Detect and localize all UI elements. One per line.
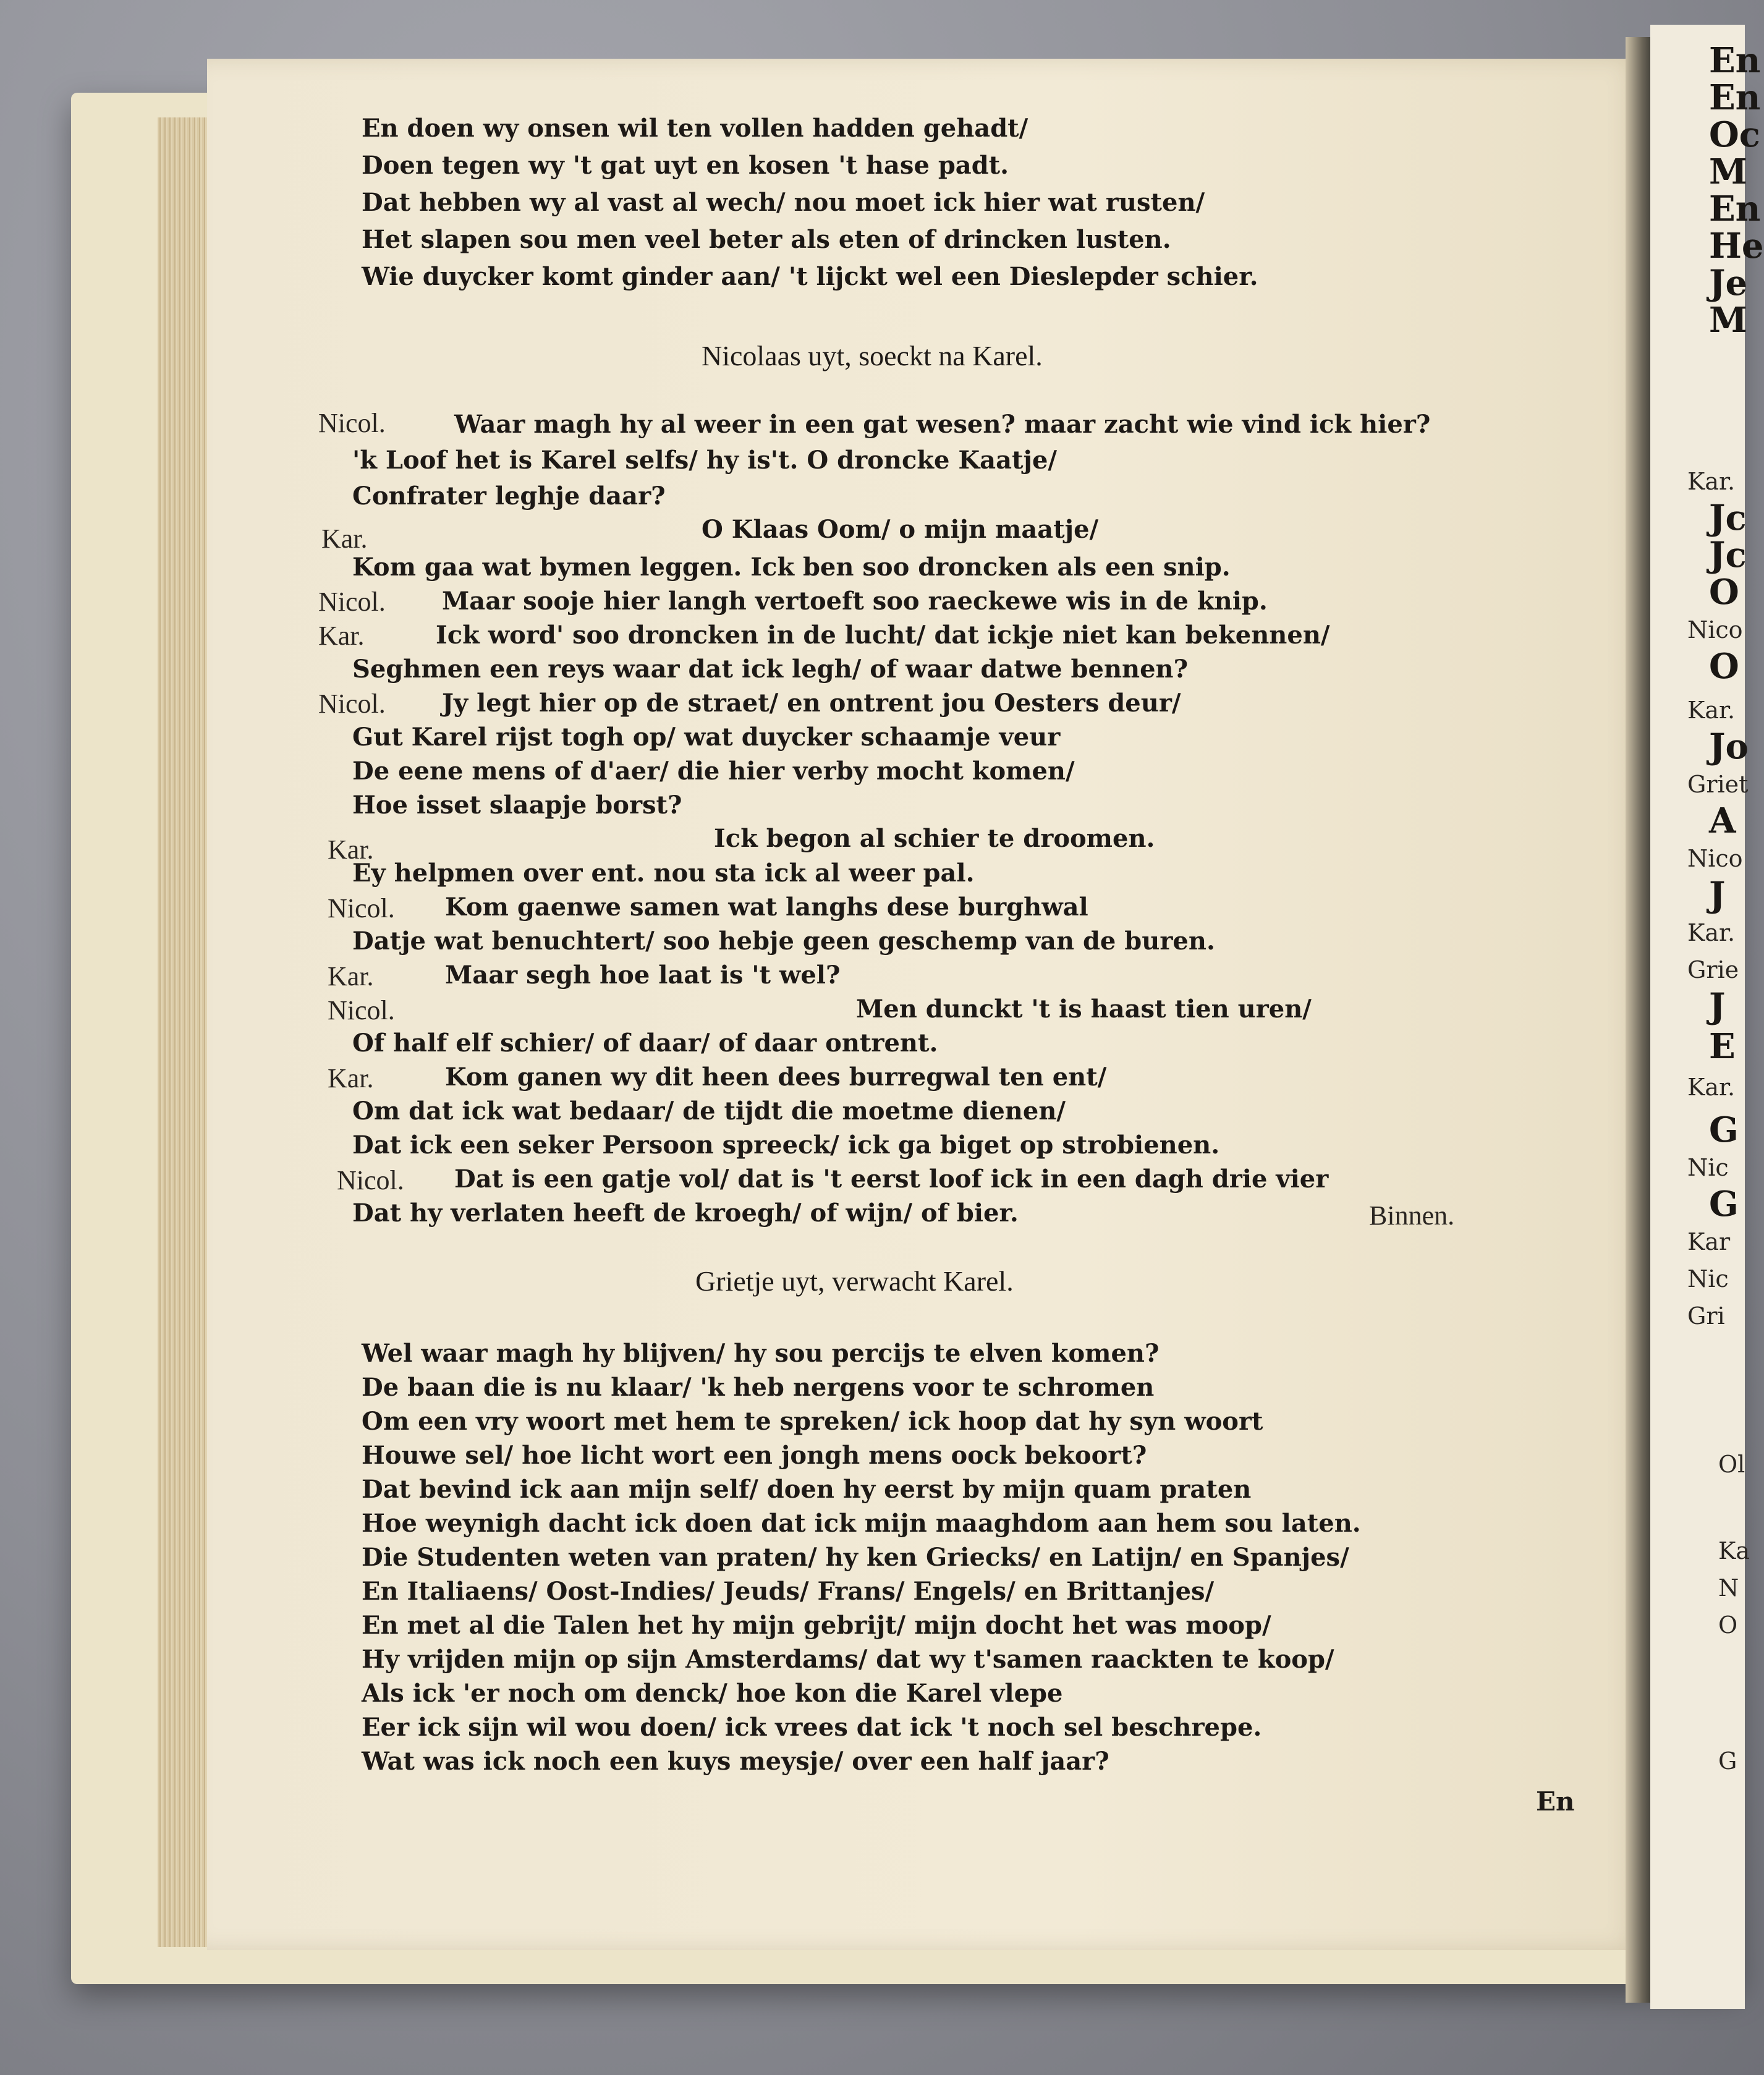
verse-line: Waar magh hy al weer in een gat wesen? maar zacht wie vind ick hier? bbox=[454, 410, 1431, 439]
verse-line: Kom ganen wy dit heen dees burregwal ten ent/ bbox=[445, 1063, 1107, 1092]
verse-line: Om een vry woort met hem te spreken/ ick hoop dat hy syn woort bbox=[362, 1407, 1263, 1436]
facing-text: Je bbox=[1709, 263, 1748, 303]
verse-line: De baan die is nu klaar/ 'k heb nergens voor te schromen bbox=[362, 1373, 1155, 1402]
verse-line: Hy vrijden mijn op sijn Amsterdams/ dat wy t'samen raackten te koop/ bbox=[362, 1645, 1334, 1674]
exit-note: Binnen. bbox=[1369, 1200, 1455, 1231]
facing-text: Kar bbox=[1687, 1228, 1731, 1255]
facing-text: Kar. bbox=[1687, 697, 1736, 724]
facing-text: Jc bbox=[1709, 535, 1747, 575]
catchword: En bbox=[1536, 1786, 1575, 1817]
verse-line: 'k Loof het is Karel selfs/ hy is't. O droncke Kaatje/ bbox=[352, 446, 1057, 475]
speaker: Kar. bbox=[328, 834, 374, 865]
verse-line: Wel waar magh hy blijven/ hy sou percijs te elven komen? bbox=[362, 1339, 1160, 1368]
verse-line: Confrater leghje daar? bbox=[352, 482, 666, 511]
facing-text: Nico bbox=[1687, 845, 1743, 872]
verse-line: Dat hebben wy al vast al wech/ nou moet ick hier wat rusten/ bbox=[362, 188, 1205, 217]
page-edges bbox=[158, 117, 213, 1947]
facing-text: G bbox=[1718, 1747, 1737, 1775]
verse-line: Dat bevind ick aan mijn self/ doen hy eerst by mijn quam praten bbox=[362, 1475, 1252, 1504]
verse-line: De eene mens of d'aer/ die hier verby mocht komen/ bbox=[352, 757, 1075, 786]
speaker: Nicol. bbox=[318, 408, 386, 438]
verse-line: Maar sooje hier langh vertoeft soo raeckewe wis in de knip. bbox=[442, 587, 1268, 616]
facing-text: Oc bbox=[1709, 114, 1760, 155]
facing-text: En bbox=[1709, 77, 1761, 118]
verse-line: Doen tegen wy 't gat uyt en kosen 't hase padt. bbox=[362, 151, 1009, 180]
facing-text: Griet bbox=[1687, 771, 1749, 798]
verse-line: Ick begon al schier te droomen. bbox=[714, 824, 1155, 853]
facing-text: O bbox=[1718, 1611, 1738, 1639]
verse-line: En doen wy onsen wil ten vollen hadden gehadt/ bbox=[362, 114, 1028, 143]
verse-line: En Italiaens/ Oost-Indies/ Jeuds/ Frans/ Engels/ en Brittanjes/ bbox=[362, 1577, 1215, 1606]
facing-text: O bbox=[1709, 646, 1739, 687]
facing-text: J bbox=[1709, 875, 1726, 915]
facing-text: E bbox=[1709, 1026, 1736, 1067]
verse-line: Als ick 'er noch om denck/ hoe kon die Karel vlepe bbox=[362, 1679, 1063, 1708]
verse-line: Jy legt hier op de straet/ en ontrent jou Oesters deur/ bbox=[442, 689, 1181, 718]
verse-line: Ey helpmen over ent. nou sta ick al weer pal. bbox=[352, 859, 975, 888]
facing-text: Kar. bbox=[1687, 1074, 1736, 1101]
facing-page bbox=[1650, 25, 1764, 2009]
speaker: Kar. bbox=[328, 961, 374, 991]
verse-line: Datje wat benuchtert/ soo hebje geen geschemp van de buren. bbox=[352, 927, 1215, 956]
facing-text: M bbox=[1709, 151, 1747, 192]
facing-text: Nic bbox=[1687, 1265, 1729, 1292]
facing-text: Kar. bbox=[1687, 919, 1736, 946]
speaker: Nicol. bbox=[328, 893, 395, 923]
facing-text: He bbox=[1709, 226, 1764, 266]
facing-text: Ka bbox=[1718, 1537, 1750, 1564]
verse-line: Dat is een gatje vol/ dat is 't eerst loof ick in een dagh drie vier bbox=[454, 1165, 1329, 1194]
facing-text: Gri bbox=[1687, 1302, 1725, 1330]
speaker: Nicol. bbox=[337, 1165, 404, 1195]
verse-line: Of half elf schier/ of daar/ of daar ontrent. bbox=[352, 1029, 938, 1058]
facing-text: En bbox=[1709, 40, 1761, 81]
facing-text: G bbox=[1709, 1184, 1739, 1224]
verse-line: En met al die Talen het hy mijn gebrijt/ mijn docht het was moop/ bbox=[362, 1611, 1271, 1640]
verse-line: Wie duycker komt ginder aan/ 't lijckt wel een Dieslepder schier. bbox=[362, 262, 1258, 291]
verse-line: Ick word' soo droncken in de lucht/ dat ickje niet kan bekennen/ bbox=[436, 621, 1330, 650]
facing-text: M bbox=[1709, 300, 1747, 341]
facing-text: Jo bbox=[1709, 726, 1749, 767]
verse-line: Kom gaa wat bymen leggen. Ick ben soo droncken als een snip. bbox=[352, 553, 1231, 582]
facing-text: N bbox=[1718, 1574, 1739, 1602]
book-gutter bbox=[1626, 37, 1653, 2003]
verse-line: Die Studenten weten van praten/ hy ken Griecks/ en Latijn/ en Spanjes/ bbox=[362, 1543, 1349, 1572]
facing-text: Kar. bbox=[1687, 468, 1736, 495]
verse-line: Maar segh hoe laat is 't wel? bbox=[445, 961, 841, 990]
facing-text: Grie bbox=[1687, 956, 1739, 983]
facing-text: A bbox=[1709, 800, 1736, 841]
verse-line: Men dunckt 't is haast tien uren/ bbox=[856, 995, 1312, 1024]
facing-text: Ol bbox=[1718, 1451, 1745, 1478]
verse-line: Dat hy verlaten heeft de kroegh/ of wijn/ of bier. bbox=[352, 1199, 1019, 1228]
book-page bbox=[207, 59, 1644, 1950]
verse-line: Wat was ick noch een kuys meysje/ over een half jaar? bbox=[362, 1747, 1109, 1776]
facing-text: J bbox=[1709, 986, 1726, 1027]
stage-direction: Grietje uyt, verwacht Karel. bbox=[695, 1265, 1014, 1297]
speaker: Kar. bbox=[328, 1063, 374, 1093]
verse-line: Houwe sel/ hoe licht wort een jongh mens oock bekoort? bbox=[362, 1441, 1147, 1470]
verse-line: Om dat ick wat bedaar/ de tijdt die moetme dienen/ bbox=[352, 1097, 1066, 1126]
facing-text: Nico bbox=[1687, 616, 1743, 643]
verse-line: Hoe isset slaapje borst? bbox=[352, 791, 682, 820]
verse-line: Kom gaenwe samen wat langhs dese burghwal bbox=[445, 893, 1088, 922]
verse-line: Gut Karel rijst togh op/ wat duycker schaamje veur bbox=[352, 723, 1061, 752]
verse-line: Het slapen sou men veel beter als eten of drincken lusten. bbox=[362, 225, 1171, 254]
facing-text: Nic bbox=[1687, 1154, 1729, 1181]
facing-text: O bbox=[1709, 572, 1739, 613]
verse-line: O Klaas Oom/ o mijn maatje/ bbox=[702, 515, 1099, 544]
speaker: Nicol. bbox=[328, 995, 395, 1025]
speaker: Nicol. bbox=[318, 689, 386, 719]
speaker: Kar. bbox=[321, 524, 368, 554]
speaker: Nicol. bbox=[318, 587, 386, 617]
verse-line: Eer ick sijn wil wou doen/ ick vrees dat ick 't noch sel beschrepe. bbox=[362, 1713, 1262, 1742]
stage-direction: Nicolaas uyt, soeckt na Karel. bbox=[702, 340, 1043, 371]
facing-text: Jc bbox=[1709, 498, 1747, 538]
facing-text: En bbox=[1709, 189, 1761, 229]
verse-line: Dat ick een seker Persoon spreeck/ ick ga biget op strobienen. bbox=[352, 1131, 1220, 1160]
facing-text: G bbox=[1709, 1110, 1739, 1150]
verse-line: Seghmen een reys waar dat ick legh/ of waar datwe bennen? bbox=[352, 655, 1189, 684]
speaker: Kar. bbox=[318, 621, 365, 651]
verse-line: Hoe weynigh dacht ick doen dat ick mijn maaghdom aan hem sou laten. bbox=[362, 1509, 1361, 1538]
